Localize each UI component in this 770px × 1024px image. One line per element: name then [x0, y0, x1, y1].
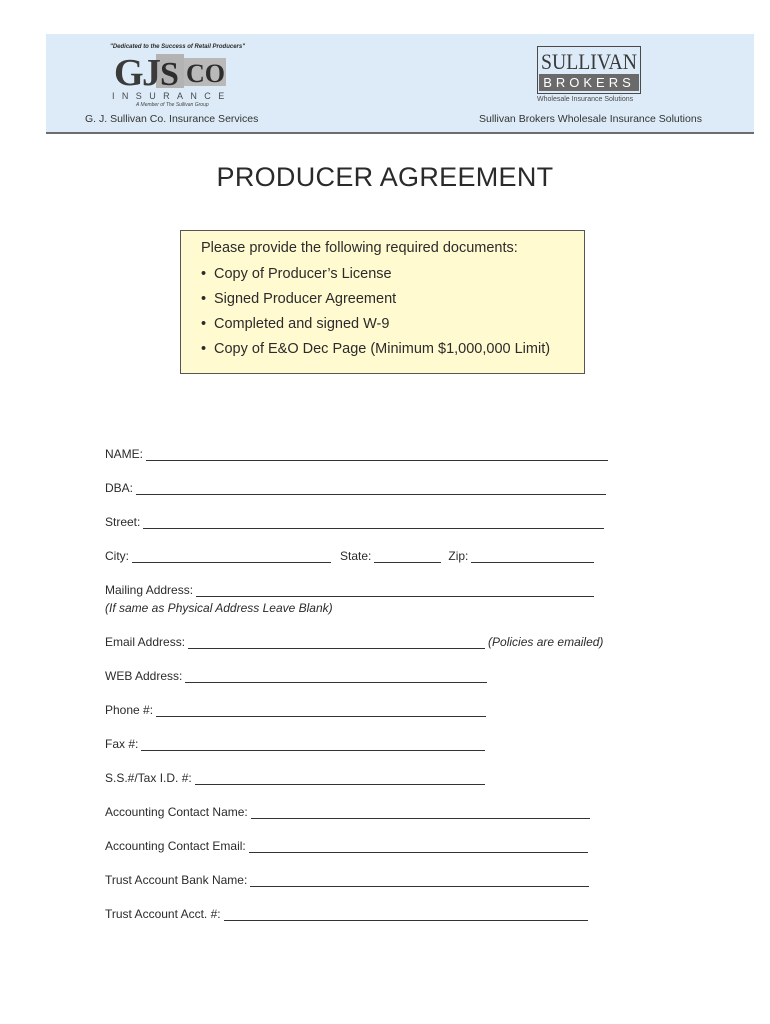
gjs-member-text: A Member of The Sullivan Group	[136, 102, 209, 108]
fax-field[interactable]	[141, 738, 485, 751]
zip-label: Zip:	[448, 549, 469, 563]
sullivan-brokers-logo	[537, 46, 641, 94]
gjs-company-name: G. J. Sullivan Co. Insurance Services	[85, 113, 259, 125]
svg-text:BROKERS: BROKERS	[543, 75, 635, 90]
accounting-email-label: Accounting Contact Email:	[105, 839, 246, 853]
zip-field[interactable]	[471, 550, 594, 563]
list-item: • Completed and signed W-9	[201, 316, 390, 332]
requirement-text: Copy of Producer’s License	[214, 266, 392, 282]
web-row	[105, 669, 487, 683]
email-label: Email Address:	[105, 635, 186, 649]
svg-text:G: G	[114, 52, 144, 90]
gjsco-logo	[114, 52, 228, 90]
sullivan-tagline: Wholesale Insurance Solutions	[537, 96, 634, 103]
requirement-text: Signed Producer Agreement	[214, 291, 397, 307]
state-field[interactable]	[374, 550, 441, 563]
name-row	[105, 447, 608, 461]
fax-label: Fax #:	[105, 737, 139, 751]
sullivan-company-name: Sullivan Brokers Wholesale Insurance Solutions	[479, 113, 702, 125]
fax-row	[105, 737, 485, 751]
web-field[interactable]	[185, 670, 487, 683]
accounting-email-row	[105, 839, 588, 853]
dba-field[interactable]	[136, 482, 606, 495]
requirement-text: Copy of E&O Dec Page (Minimum $1,000,000 Limit)	[214, 341, 551, 357]
gjs-tagline: "Dedicated to the Success of Retail Producers"	[110, 44, 246, 50]
accounting-name-row	[105, 805, 590, 819]
name-label: NAME:	[105, 447, 144, 461]
phone-row	[105, 703, 486, 717]
list-item: • Copy of E&O Dec Page (Minimum $1,000,000 Limit)	[201, 341, 551, 357]
street-row	[105, 515, 604, 529]
svg-text:S: S	[160, 56, 179, 90]
city-state-zip-row	[105, 549, 594, 563]
mailing-note: (If same as Physical Address Leave Blank)	[105, 601, 333, 615]
accounting-name-label: Accounting Contact Name:	[105, 805, 248, 819]
phone-field[interactable]	[156, 704, 486, 717]
account-number-field[interactable]	[224, 908, 588, 921]
web-label: WEB Address:	[105, 669, 183, 683]
page-title: PRODUCER AGREEMENT	[216, 162, 554, 192]
state-label: State:	[340, 549, 372, 563]
email-row	[105, 635, 603, 649]
bank-name-field[interactable]	[250, 874, 589, 887]
street-field[interactable]	[143, 516, 604, 529]
dba-label: DBA:	[105, 481, 134, 495]
bank-name-label: Trust Account Bank Name:	[105, 873, 248, 887]
list-item: • Copy of Producer’s License	[201, 266, 392, 282]
header-divider	[46, 132, 754, 134]
requirement-text: Completed and signed W-9	[214, 316, 390, 332]
tax-id-row	[105, 771, 485, 785]
gjs-insurance-word: INSURANCE	[112, 91, 232, 101]
street-label: Street:	[105, 515, 141, 529]
email-note: (Policies are emailed)	[488, 635, 604, 649]
mailing-field[interactable]	[196, 584, 594, 597]
bank-name-row	[105, 873, 589, 887]
svg-text:SULLIVAN: SULLIVAN	[541, 49, 638, 74]
dba-row	[105, 481, 606, 495]
svg-text:J: J	[142, 52, 161, 90]
phone-label: Phone #:	[105, 703, 154, 717]
requirements-box	[180, 230, 585, 374]
account-number-label: Trust Account Acct. #:	[105, 907, 221, 921]
accounting-email-field[interactable]	[249, 840, 588, 853]
requirements-list	[201, 265, 550, 365]
svg-text:CO: CO	[186, 59, 225, 88]
city-label: City:	[105, 549, 129, 563]
list-item: • Signed Producer Agreement	[201, 291, 397, 307]
email-field[interactable]	[188, 636, 485, 649]
tax-id-label: S.S.#/Tax I.D. #:	[105, 771, 192, 785]
requirements-heading: Please provide the following required documents:	[201, 240, 518, 256]
mailing-row	[105, 583, 594, 597]
mailing-label: Mailing Address:	[105, 583, 194, 597]
accounting-name-field[interactable]	[251, 806, 590, 819]
account-number-row	[105, 907, 588, 921]
city-field[interactable]	[132, 550, 331, 563]
tax-id-field[interactable]	[195, 772, 485, 785]
name-field[interactable]	[146, 448, 608, 461]
